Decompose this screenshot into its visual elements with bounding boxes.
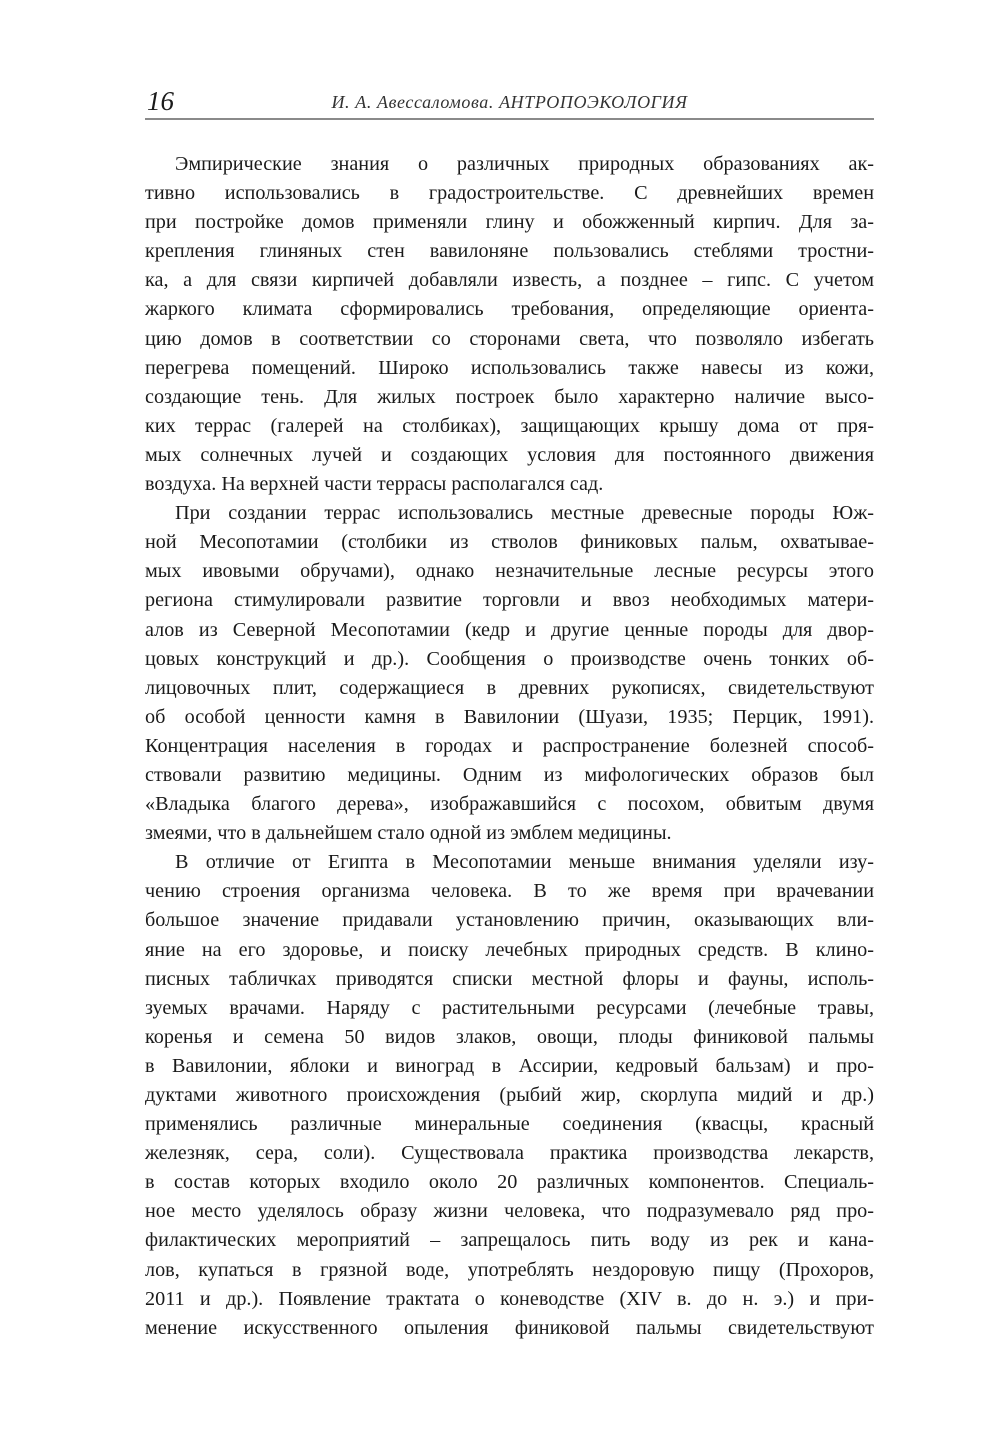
text-line: дуктами животного происхождения (рыбий жир, скорлупа мидий и др.) — [145, 1084, 874, 1106]
text-line: воздуха. На верхней части террасы располагался сад. — [145, 473, 604, 496]
text-line: ной Месопотамии (столбики из стволов финиковых пальм, охватывае- — [145, 531, 874, 554]
paragraph — [145, 848, 874, 1343]
text-line: мых ивовыми обручами), однако незначительные лесные ресурсы этого — [145, 560, 874, 583]
text-line: при постройке домов применяли глину и обожженный кирпич. Для за- — [145, 211, 874, 234]
text-line: создающие тень. Для жилых построек было характерно наличие высо- — [145, 385, 874, 408]
text-line: яние на его здоровье, и поиску лечебных природных средств. В клино- — [145, 938, 874, 961]
text-line: тивно использовались в градостроительстве. С древнейших времен — [145, 182, 874, 205]
text-line: алов из Северной Месопотамии (кедр и другие ценные породы для двор- — [145, 618, 874, 641]
text-line: писных табличках приводятся списки местной флоры и фауны, исполь- — [145, 967, 874, 990]
text-line: чению строения организма человека. В то же время при врачевании — [145, 880, 874, 903]
paragraph — [145, 499, 874, 848]
text-line: Эмпирические знания о различных природных образованиях ак- — [175, 153, 874, 175]
text-line: филактических мероприятий – запрещалось пить воду из рек и кана- — [145, 1229, 874, 1252]
text-line: региона стимулировали развитие торговли и ввоз необходимых матери- — [145, 589, 874, 612]
text-line: цовых конструкций и др.). Сообщения о производстве очень тонких об- — [145, 647, 874, 670]
text-line: Концентрация населения в городах и распространение болезней способ- — [145, 734, 874, 757]
text-line: об особой ценности камня в Вавилонии (Шуази, 1935; Перцик, 1991). — [145, 705, 874, 728]
text-line: железняк, сера, соли). Существовала практика производства лекарств, — [145, 1142, 874, 1165]
text-line: ких террас (галерей на столбиках), защищающих крышу дома от пря- — [145, 414, 874, 437]
book-page — [145, 84, 874, 1343]
text-line: в состав которых входило около 20 различных компонентов. Специаль- — [145, 1171, 874, 1194]
running-head — [145, 84, 874, 118]
text-line: лов, купаться в грязной воде, употреблять нездоровую пищу (Прохоров, — [145, 1258, 874, 1281]
text-line: в Вавилонии, яблоки и виноград в Ассирии, кедровый бальзам) и про- — [145, 1054, 874, 1077]
text-line: коренья и семена 50 видов злаков, овощи, плоды финиковой пальмы — [145, 1025, 874, 1048]
text-line: жаркого климата сформировались требования, определяющие ориента- — [145, 298, 874, 321]
text-line: менение искусственного опыления финиковой пальмы свидетельствуют — [145, 1316, 874, 1339]
text-line: применялись различные минеральные соединения (квасцы, красный — [145, 1113, 874, 1136]
text-line: лицовочных плит, содержащиеся в древних рукописях, свидетельствуют — [145, 676, 874, 699]
body-text — [145, 150, 874, 1343]
text-line: крепления глиняных стен вавилоняне пользовались стеблями тростни- — [145, 240, 874, 263]
text-line: ствовали развитию медицины. Одним из мифологических образов был — [145, 763, 874, 786]
text-line: ка, а для связи кирпичей добавляли известь, а позднее – гипс. С учетом — [145, 269, 874, 292]
text-line: 2011 и др.). Появление трактата о коневодстве (XIV в. до н. э.) и при- — [145, 1287, 874, 1310]
header-rule — [145, 118, 874, 120]
text-line: перегрева помещений. Широко использовались также навесы из кожи, — [145, 356, 874, 379]
text-line: При создании террас использовались местные древесные породы Юж- — [175, 502, 874, 525]
text-line: «Владыка благого дерева», изображавшийся с посохом, обвитым двумя — [145, 793, 874, 816]
running-title: И. А. Авессаломова. АНТРОПОЭКОЛОГИЯ — [331, 92, 688, 112]
text-line: В отличие от Египта в Месопотамии меньше внимания уделяли изу- — [175, 851, 874, 874]
paragraph — [145, 150, 874, 499]
text-line: мых солнечных лучей и создающих условия для постоянного движения — [145, 443, 874, 466]
text-line: большое значение придавали установлению причин, оказывающих вли- — [145, 909, 874, 932]
text-line: змеями, что в дальнейшем стало одной из эмблем медицины. — [145, 822, 672, 845]
page-number: 16 — [147, 86, 174, 116]
text-line: ное место уделялось образу жизни человека, что подразумевало ряд про- — [145, 1200, 874, 1223]
text-line: зуемых врачами. Наряду с растительными ресурсами (лечебные травы, — [145, 996, 874, 1019]
text-line: цию домов в соответствии со сторонами света, что позволяло избегать — [145, 327, 874, 350]
